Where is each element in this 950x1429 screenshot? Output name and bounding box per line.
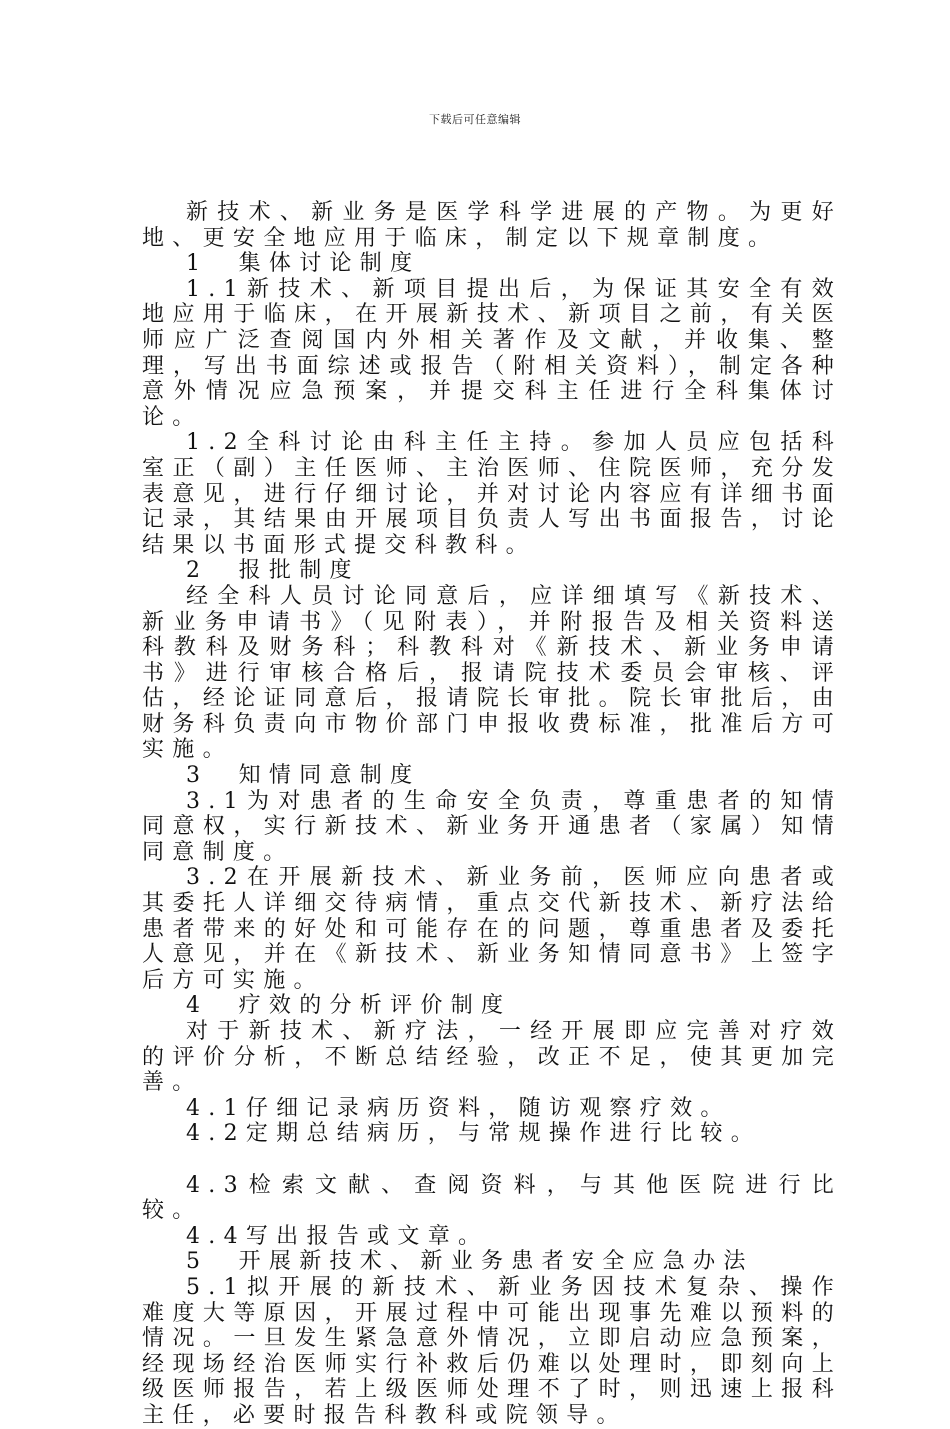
- document-body: [142, 200, 842, 1429]
- section-3-2-paragraph: 3.2在开展新技术、新业务前，医师应向患者或其委托人详细交待病情，重点交代新技术、新疗法给患者带来的好处和可能存在的问题，尊重患者及委托人意见，并在《新技术、新业务知情同意书》上签字后方可实施。: [142, 865, 842, 993]
- intro-paragraph: 新技术、新业务是医学科学进展的产物。为更好地、更安全地应用于临床，制定以下规章制度。: [142, 200, 842, 251]
- section-3-heading: 3 知情同意制度: [186, 763, 421, 789]
- blank-line: [142, 1147, 842, 1173]
- section-4-1-item: 4.1仔细记录病历资料，随访观察疗效。: [186, 1095, 731, 1121]
- section-1-2-paragraph: 1.2全科讨论由科主任主持。参加人员应包括科室正（副）主任医师、主治医师、住院医师，充分发表意见，进行仔细讨论，并对讨论内容应有详细书面记录，其结果由开展项目负责人写出书面报告，讨论结果以书面形式提交科教科。: [142, 430, 842, 558]
- section-4-4-item: 4.4写出报告或文章。: [186, 1223, 489, 1249]
- section-4-heading: 4 疗效的分析评价制度: [186, 993, 512, 1019]
- section-4-2-item: 4.2定期总结病历，与常规操作进行比较。: [186, 1121, 761, 1147]
- section-3-1-paragraph: 3.1为对患者的生命安全负责，尊重患者的知情同意权，实行新技术、新业务开通患者（家属）知情同意制度。: [142, 788, 842, 865]
- page-header-note: 下载后可任意编辑: [429, 113, 521, 126]
- section-2-heading: 2 报批制度: [186, 558, 360, 584]
- section-1-1-paragraph: 1.1新技术、新项目提出后，为保证其安全有效地应用于临床，在开展新技术、新项目之前，有关医师应广泛查阅国内外相关著作及文献，并收集、整理，写出书面综述或报告（附相关资料），制定各种意外情况应急预案，并提交科主任进行全科集体讨论。: [142, 276, 842, 430]
- section-2-paragraph: 经全科人员讨论同意后，应详细填写《新技术、新业务申请书》（见附表），并附报告及相关资料送科教科及财务科；科教科对《新技术、新业务申请书》进行审核合格后，报请院技术委员会审核、评估，经论证同意后，报请院长审批。院长审批后，由财务科负责向市物价部门申报收费标准，批准后方可实施。: [142, 583, 842, 763]
- section-4-paragraph: 对于新技术、新疗法，一经开展即应完善对疗效的评价分析，不断总结经验，改正不足，使其更加完善。: [142, 1019, 842, 1096]
- section-5-1-paragraph: 5.1拟开展的新技术、新业务因技术复杂、操作难度大等原因，开展过程中可能出现事先难以预料的情况。一旦发生紧急意外情况，立即启动应急预案，经现场经治医师实行补救后仍难以处理时，即刻向上级医师报告，若上级医师处理不了时，则迅速上报科主任，必要时报告科教科或院领导。: [142, 1274, 842, 1428]
- section-1-heading: 1 集体讨论制度: [186, 251, 421, 277]
- section-4-3-item: 4.3检索文献、查阅资料，与其他医院进行比较。: [142, 1172, 842, 1224]
- section-5-heading: 5 开展新技术、新业务患者安全应急办法: [186, 1249, 754, 1275]
